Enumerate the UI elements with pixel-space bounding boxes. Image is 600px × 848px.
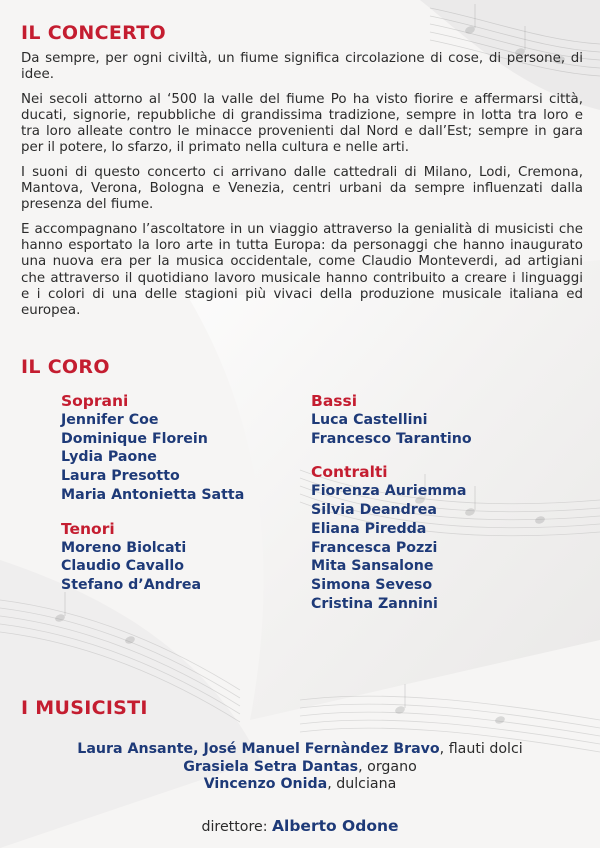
director-label: direttore: (201, 819, 273, 835)
director-name: Alberto Odone (272, 817, 399, 835)
concerto-paragraph: Da sempre, per ogni civiltà, un fiume significa circolazione di cose, di persone, di idee. (21, 51, 583, 83)
musicians-list (0, 741, 600, 794)
contralti-label: Contralti (311, 463, 388, 482)
musician-line-dulciana (0, 776, 600, 794)
tenori-group (61, 520, 244, 595)
soprani-group (61, 392, 244, 505)
coro-right-column (311, 392, 472, 628)
coro-left-column (61, 392, 244, 610)
singer-name: Mita Sansalone (311, 558, 434, 575)
musician-line-flutes (0, 741, 600, 759)
musician-name: Grasiela Setra Dantas (183, 758, 359, 775)
singer-name: Dominique Florein (61, 430, 208, 447)
singer-name: Luca Castellini (311, 412, 428, 428)
coro-title: IL CORO (21, 356, 110, 378)
musicisti-title: I MUSICISTI (21, 697, 148, 719)
singer-name: Claudio Cavallo (61, 558, 184, 575)
concerto-paragraph: Nei secoli attorno al ‘500 la valle del fiume Po ha visto fiorire e affermarsi città, ducati, signorie, repubbliche di grandissima tradizione, sempre in lotta tra loro e tra loro alleate contro le minacce provenienti dal Nord e dall’Est; sempre in gara per il potere, lo sfarzo, il primato nella cultura e nelle arti. (21, 91, 583, 156)
instrument-label: , organo (358, 758, 417, 775)
musician-name: Vincenzo Onida (203, 776, 328, 793)
concerto-paragraph: I suoni di questo concerto ci arrivano dalle cattedrali di Milano, Lodi, Cremona, Mantova, Verona, Bologna e Venezia, centri urbani da sempre influenzati dalla presenza del fiume. (21, 164, 583, 213)
musician-name: José Manuel Fernàndez Bravo (203, 741, 440, 757)
instrument-label: , dulciana (327, 776, 397, 793)
concerto-title: IL CONCERTO (21, 22, 166, 44)
soprani-label: Soprani (61, 392, 129, 410)
singer-name: Moreno Biolcati (61, 539, 187, 556)
singer-name: Stefano d’Andrea (61, 576, 202, 593)
singer-name: Fiorenza Auriemma (311, 483, 467, 500)
director-line (0, 817, 600, 835)
singer-name: Jennifer Coe (61, 412, 159, 428)
singer-name: Francesco Tarantino (311, 430, 472, 447)
concerto-paragraph: E accompagnano l’ascoltatore in un viaggio attraverso la genialità di musicisti che hanno esportato la loro arte in tutta Europa: da personaggi che hanno inaugurato una nuova era per la musica occidentale, come Claudio Monteverdi, ad artigiani che attraverso il quotidiano lavoro musicale hanno contribuito a creare i linguaggi e i colori di una delle stagioni più vivaci della produzione musicale italiana ed europea. (21, 221, 583, 319)
singer-name: Eliana Piredda (311, 520, 427, 537)
singer-name: Cristina Zannini (311, 595, 438, 612)
singer-name: Francesca Pozzi (311, 539, 438, 556)
musician-line-organ (0, 759, 600, 777)
concerto-text (21, 51, 583, 327)
singer-name: Simona Seveso (311, 576, 433, 593)
name-separator: , (193, 741, 204, 757)
singer-name: Silvia Deandrea (311, 502, 437, 519)
bassi-group (311, 392, 472, 448)
singer-name: Maria Antonietta Satta (61, 486, 245, 503)
musician-name: Laura Ansante (77, 741, 194, 757)
singer-name: Lydia Paone (61, 449, 157, 466)
tenori-label: Tenori (61, 519, 115, 538)
instrument-label: , flauti dolci (439, 741, 523, 757)
bassi-label: Bassi (311, 392, 358, 410)
contralti-group (311, 463, 472, 613)
singer-name: Laura Presotto (61, 468, 180, 485)
